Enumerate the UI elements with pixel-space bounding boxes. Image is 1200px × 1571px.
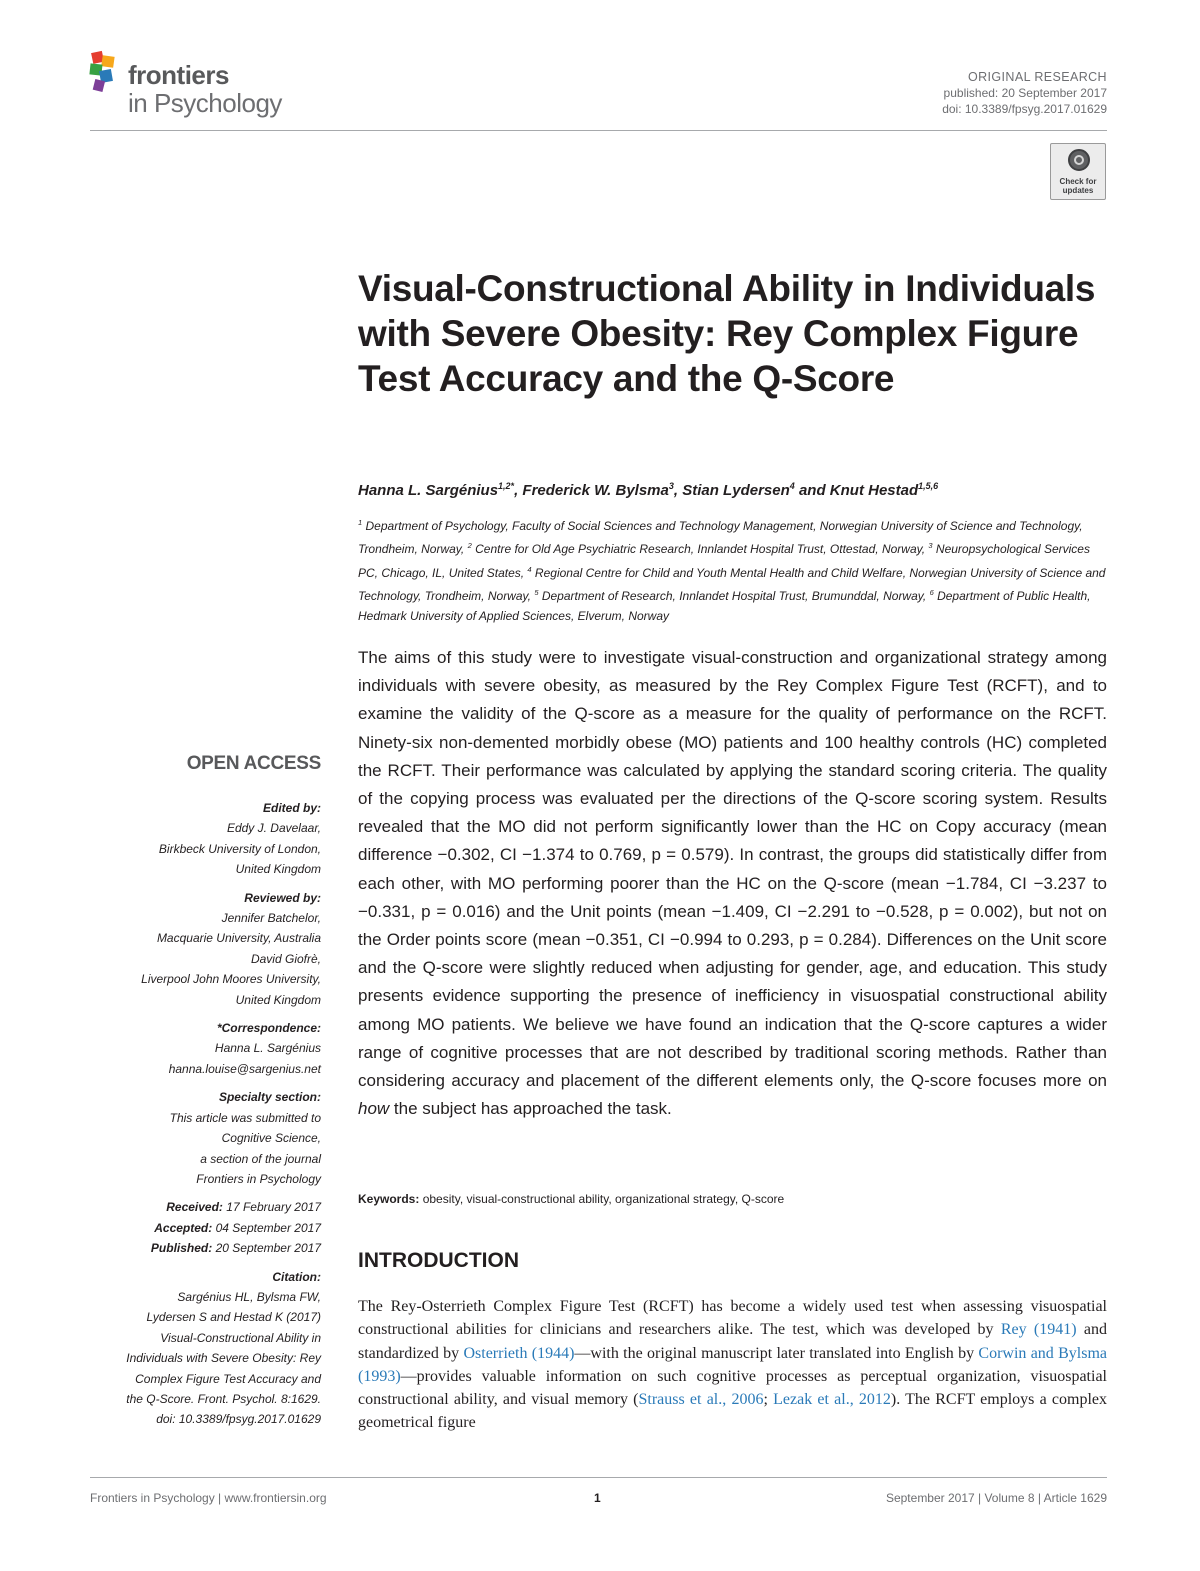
affiliation-number: 6 — [929, 587, 934, 597]
frontiers-logo-icon — [88, 50, 128, 96]
affiliation-number: 2 — [467, 541, 472, 551]
author-separator: , — [673, 482, 683, 499]
author-name[interactable]: Stian Lydersen — [682, 482, 790, 499]
citation-line: the Q-Score. Front. Psychol. 8:1629. — [126, 1391, 321, 1406]
accepted-value: 04 September 2017 — [212, 1220, 321, 1235]
section-heading-introduction: INTRODUCTION — [358, 1249, 519, 1272]
intro-text: —provides valuable information on such cognitive processes as perceptual organization, visuospatial constructional ability, and visual memory ( — [358, 1367, 1107, 1409]
published-date: published: 20 September 2017 — [943, 86, 1107, 100]
affiliation-text: Department of Psychology, Faculty of Social Sciences and Technology Management, Norwegian University of Science and Technology, Trondheim, Norway, — [358, 519, 1083, 557]
specialty-line: This article was submitted to — [169, 1110, 321, 1125]
published-date-side — [81, 1238, 321, 1258]
reviewer-line[interactable]: Jennifer Batchelor, — [221, 911, 321, 926]
citation-line: Sargénius HL, Bylsma FW, — [177, 1289, 321, 1304]
specialty-label: Specialty section: — [218, 1090, 321, 1105]
footer-issue-info: September 2017 | Volume 8 | Article 1629 — [885, 1491, 1107, 1505]
intro-text: ; — [763, 1391, 774, 1409]
accepted-label: Accepted: — [154, 1220, 213, 1235]
correspondence-name: Hanna L. Sargénius — [214, 1041, 321, 1056]
author-name[interactable]: Knut Hestad — [829, 482, 919, 499]
article-header-info — [942, 69, 1107, 117]
specialty-line: Frontiers in Psychology — [196, 1171, 321, 1186]
footer-journal-link[interactable]: Frontiers in Psychology | www.frontiersin.org — [90, 1491, 327, 1505]
reviewed-by-block — [81, 888, 321, 1010]
editor-line: Birkbeck University of London, — [158, 841, 321, 856]
open-access-label: OPEN ACCESS — [186, 753, 321, 774]
affiliations — [358, 513, 1110, 626]
article-type: ORIGINAL RESEARCH — [967, 70, 1107, 84]
affiliation-number: 5 — [534, 587, 539, 597]
intro-text: The Rey-Osterrieth Complex Figure Test (RCFT) has become a widely used test when assessing visuospatial constructional abilities for clinicians and researchers alike. The test, which was developed by — [358, 1298, 1107, 1339]
citation-line: Visual-Constructional Ability in — [160, 1330, 321, 1345]
reviewer-line: United Kingdom — [235, 992, 321, 1007]
affiliation-text: Regional Centre for Child and Youth Mental Health and Child Welfare, Norwegian University of Science and Technology, Trondheim, Norway, — [358, 565, 1106, 603]
check-for-updates-label: Check for updates — [1059, 177, 1097, 195]
edited-by-label: Edited by: — [262, 801, 321, 815]
reviewer-line: Macquarie University, Australia — [156, 931, 321, 946]
author-affiliation-ref: 4 — [789, 481, 795, 491]
correspondence-block — [81, 1018, 321, 1079]
received-label: Received: — [166, 1200, 223, 1215]
reviewer-line[interactable]: David Giofrè, — [250, 951, 321, 966]
editor-line[interactable]: Eddy J. Davelaar, — [226, 821, 321, 836]
citation-line: Individuals with Severe Obesity: Rey — [126, 1351, 321, 1366]
keywords-label: Keywords: — [358, 1192, 420, 1206]
abstract-text-end: the subject has approached the task. — [389, 1099, 672, 1119]
editor-line: United Kingdom — [235, 862, 321, 877]
affiliation-text: Neuropsychological Services PC, Chicago, IL, United States, — [358, 542, 1090, 580]
keywords-list: obesity, visual-constructional ability, organizational strategy, Q-score — [419, 1192, 785, 1206]
header-divider — [90, 130, 1107, 131]
received-value: 17 February 2017 — [222, 1200, 321, 1215]
specialty-block — [81, 1087, 321, 1189]
keywords — [358, 1191, 1107, 1207]
author-affiliation-ref: 1,5,6 — [918, 481, 939, 491]
citation-link[interactable]: Corwin and Bylsma (1993) — [358, 1344, 1107, 1385]
author-name[interactable]: Hanna L. Sargénius — [358, 482, 499, 499]
article-doi[interactable]: doi: 10.3389/fpsyg.2017.01629 — [942, 102, 1107, 116]
citation-block — [81, 1267, 321, 1430]
correspondence-label: *Correspondence: — [216, 1021, 321, 1036]
author-separator: , — [514, 482, 523, 499]
affiliation-text: Centre for Old Age Psychiatric Research, Innlandet Hospital Trust, Ottestad, Norway, — [471, 542, 929, 557]
correspondence-email-link[interactable]: hanna.louise@sargenius.net — [168, 1061, 321, 1076]
footer-divider — [90, 1477, 1107, 1478]
published-label: Published: — [150, 1241, 213, 1256]
reviewed-by-label: Reviewed by: — [244, 890, 321, 905]
published-value: 20 September 2017 — [212, 1241, 321, 1256]
author-list — [358, 476, 1118, 501]
article-sidebar — [81, 752, 321, 1438]
specialty-line: Cognitive Science, — [221, 1131, 321, 1146]
received-date — [81, 1197, 321, 1217]
logo-brand-text: frontiers — [128, 60, 229, 90]
author-affiliation-ref: 1,2* — [498, 481, 515, 491]
abstract-text: The aims of this study were to investigate visual-construction and organizational strategy among individuals with severe obesity, as measured by the Rey Complex Figure Test (RCFT), and to examine the validity of the Q-score as a measure for the quality of performance on the RCFT. Ninety-six non-demented morbidly obese (MO) patients and 100 healthy controls (HC) completed the RCFT. Their performance was calculated by applying the standard scoring criteria. The quality of the copying process was evaluated per the directions of the Q-score scoring system. Results revealed that the MO did not perform significantly lower than the HC on Copy accuracy (mean difference −0.302, CI −1.374 to 0.769, p = 0.579). In contrast, the groups did statistically differ from each other, with MO performing poorer than the HC on the Q-score (mean −1.784, CI −3.237 to −0.331, p = 0.016) and the Unit points (mean −1.409, CI −2.291 to −0.528, p = 0.002), but not on the Order points score (mean −0.351, CI −0.994 to 0.293, p = 0.284). Differences on the Unit score and the Q-score were slightly reduced when adjusting for gender, age, and education. This study presents evidence supporting the presence of inefficiency in visuospatial constructional ability among MO patients. We believe we have found an indication that the Q-score captures a wider range of cognitive processes that are not described by traditional scoring methods. Rather than considering accuracy and placement of the different elements only, the Q-score focuses more on — [358, 648, 1107, 1091]
reviewer-line: Liverpool John Moores University, — [141, 972, 321, 987]
citation-doi-link[interactable]: doi: 10.3389/fpsyg.2017.01629 — [156, 1412, 321, 1427]
affiliation-number: 3 — [928, 541, 933, 551]
check-for-updates-icon — [1068, 149, 1090, 171]
affiliation-text: Department of Research, Innlandet Hospital Trust, Brumunddal, Norway, — [538, 588, 930, 603]
author-name[interactable]: Frederick W. Bylsma — [522, 482, 669, 499]
edited-by-block — [81, 798, 321, 880]
abstract — [358, 644, 1107, 1123]
citation-line: Lydersen S and Hestad K (2017) — [146, 1310, 321, 1325]
citation-label: Citation: — [272, 1269, 321, 1284]
logo-journal-text: in Psychology — [128, 88, 282, 118]
intro-text: and standardized by — [358, 1321, 1107, 1362]
affiliation-text: Department of Public Health, Hedmark University of Applied Sciences, Elverum, Norway — [358, 588, 1091, 624]
citation-link[interactable]: Lezak et al., 2012 — [773, 1391, 891, 1409]
intro-text: ). The RCFT employs a complex geometrical figure — [358, 1391, 1107, 1432]
dates-block — [81, 1197, 321, 1258]
page-number: 1 — [594, 1491, 601, 1505]
check-for-updates-button[interactable] — [1050, 143, 1106, 200]
author-affiliation-ref: 3 — [668, 481, 674, 491]
specialty-line: a section of the journal — [200, 1151, 321, 1166]
journal-logo[interactable] — [88, 50, 328, 125]
citation-link[interactable]: Strauss et al., 2006 — [638, 1391, 764, 1409]
affiliation-number: 4 — [527, 564, 532, 574]
intro-text: —with the original manuscript later translated into English by — [574, 1344, 979, 1362]
abstract-emphasis: how — [358, 1099, 390, 1119]
citation-link[interactable]: Rey (1941) — [1000, 1321, 1077, 1339]
citation-link[interactable]: Osterrieth (1944) — [463, 1344, 575, 1362]
affiliation-number: 1 — [358, 518, 363, 527]
introduction-paragraph — [358, 1295, 1107, 1435]
author-separator: and — [794, 482, 830, 499]
citation-line: Complex Figure Test Accuracy and — [135, 1371, 321, 1386]
accepted-date — [81, 1218, 321, 1238]
article-title: Visual-Constructional Ability in Individuals with Severe Obesity: Rey Complex Figure Test Accuracy and the Q-Score — [358, 268, 1096, 399]
